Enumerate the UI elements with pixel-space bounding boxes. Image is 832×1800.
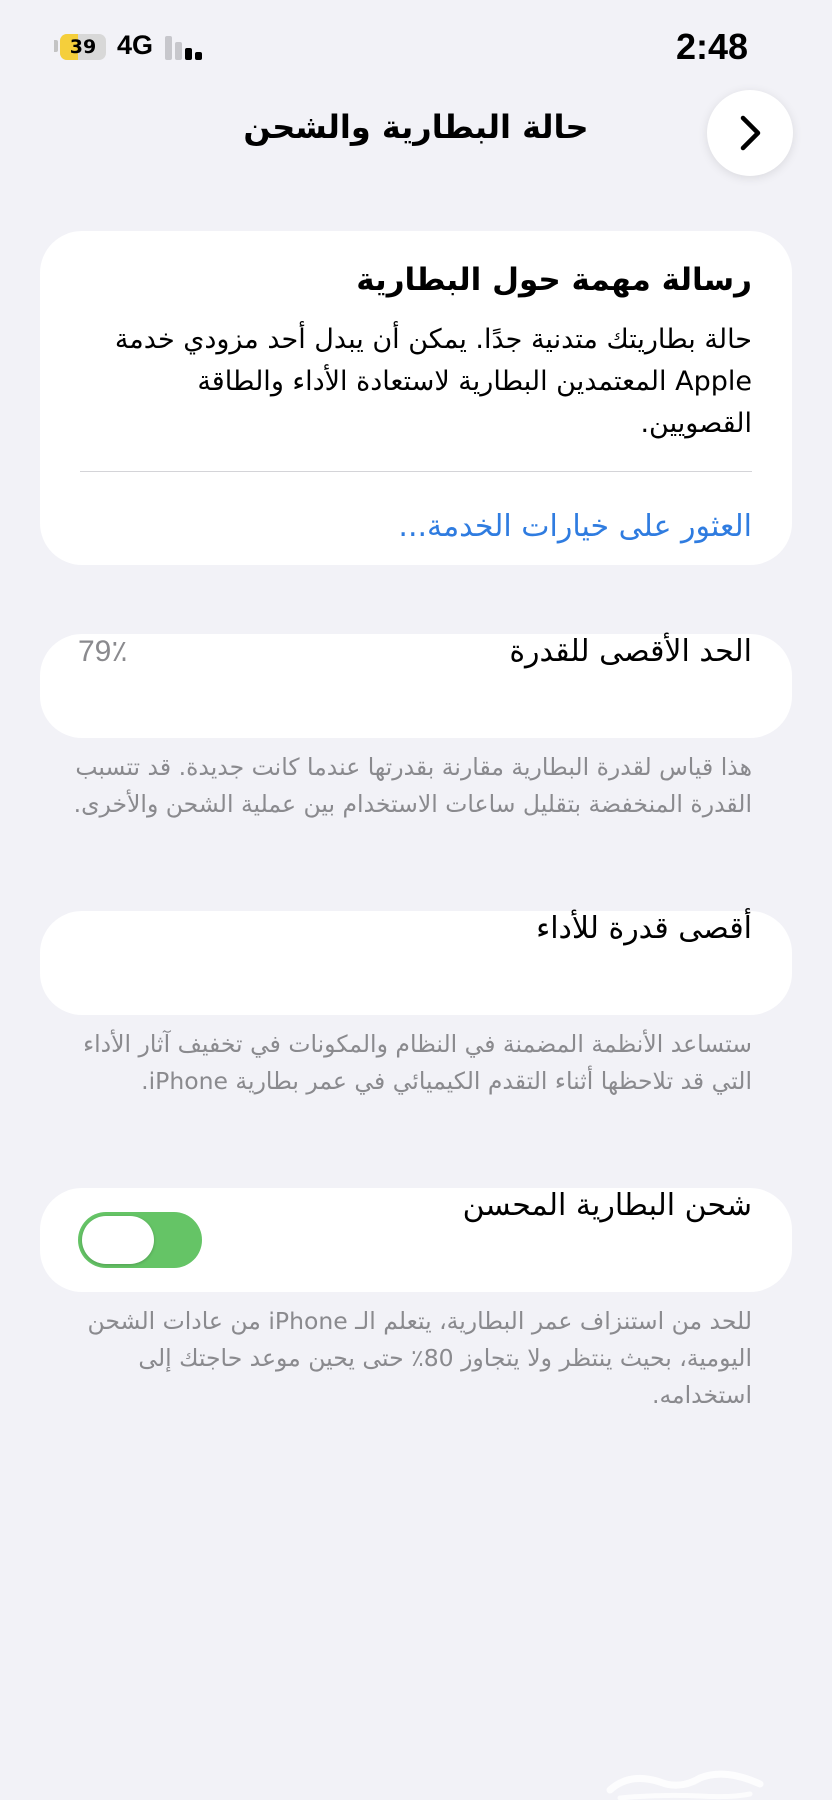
optimized-charging-toggle[interactable] [78, 1212, 202, 1268]
status-time: 2:48 [675, 26, 748, 67]
chevron-right-icon [735, 113, 765, 153]
status-bar [0, 0, 832, 96]
back-button[interactable] [707, 90, 793, 176]
max-capacity-value: 79٪ [78, 635, 128, 668]
max-capacity-label: الحد الأقصى للقدرة [509, 634, 752, 669]
network-type: 4G [117, 30, 154, 60]
message-body: حالة بطاريتك متدنية جدًا. يمكن أن يبدل أحد مزودي خدمة Apple المعتمدين البطارية لاستعادة الأداء والطاقة القصويين. [114, 324, 752, 439]
battery-nub [54, 40, 58, 52]
toggle-knob [82, 1216, 154, 1264]
haraj-watermark-logo [600, 1764, 770, 1800]
signal-icon [165, 36, 205, 60]
message-divider [80, 471, 752, 472]
optimized-charging-label: شحن البطارية المحسن [462, 1188, 752, 1223]
battery-level: 39 [69, 36, 97, 58]
battery-icon [60, 34, 106, 60]
message-title: رسالة مهمة حول البطارية [356, 262, 752, 298]
max-capacity-footnote: هذا قياس لقدرة البطارية مقارنة بقدرتها عندما كانت جديدة. قد تتسبب القدرة المنخفضة بتقليل ساعات الاستخدام بين عملية الشحن والأخرى. [73, 753, 752, 818]
max-capacity-row [40, 634, 792, 738]
optimized-charging-footnote: للحد من استنزاف عمر البطارية، يتعلم الـ iPhone من عادات الشحن اليومية، بحيث ينتظر ولا يتجاوز 80٪ حتى يحين موعد حاجتك إلى استخدامه. [87, 1307, 752, 1409]
peak-performance-footnote: ستساعد الأنظمة المضمنة في النظام والمكونات في تخفيف آثار الأداء التي قد تلاحظها أثناء التقدم الكيميائي في عمر بطارية iPhone. [83, 1030, 752, 1095]
optimized-charging-row [40, 1188, 792, 1292]
peak-performance-row [40, 911, 792, 1015]
battery-message-card [40, 231, 792, 565]
page-title: حالة البطارية والشحن [243, 108, 589, 146]
find-service-options-link[interactable]: العثور على خيارات الخدمة... [398, 509, 752, 544]
peak-performance-label: أقصى قدرة للأداء [536, 911, 752, 946]
